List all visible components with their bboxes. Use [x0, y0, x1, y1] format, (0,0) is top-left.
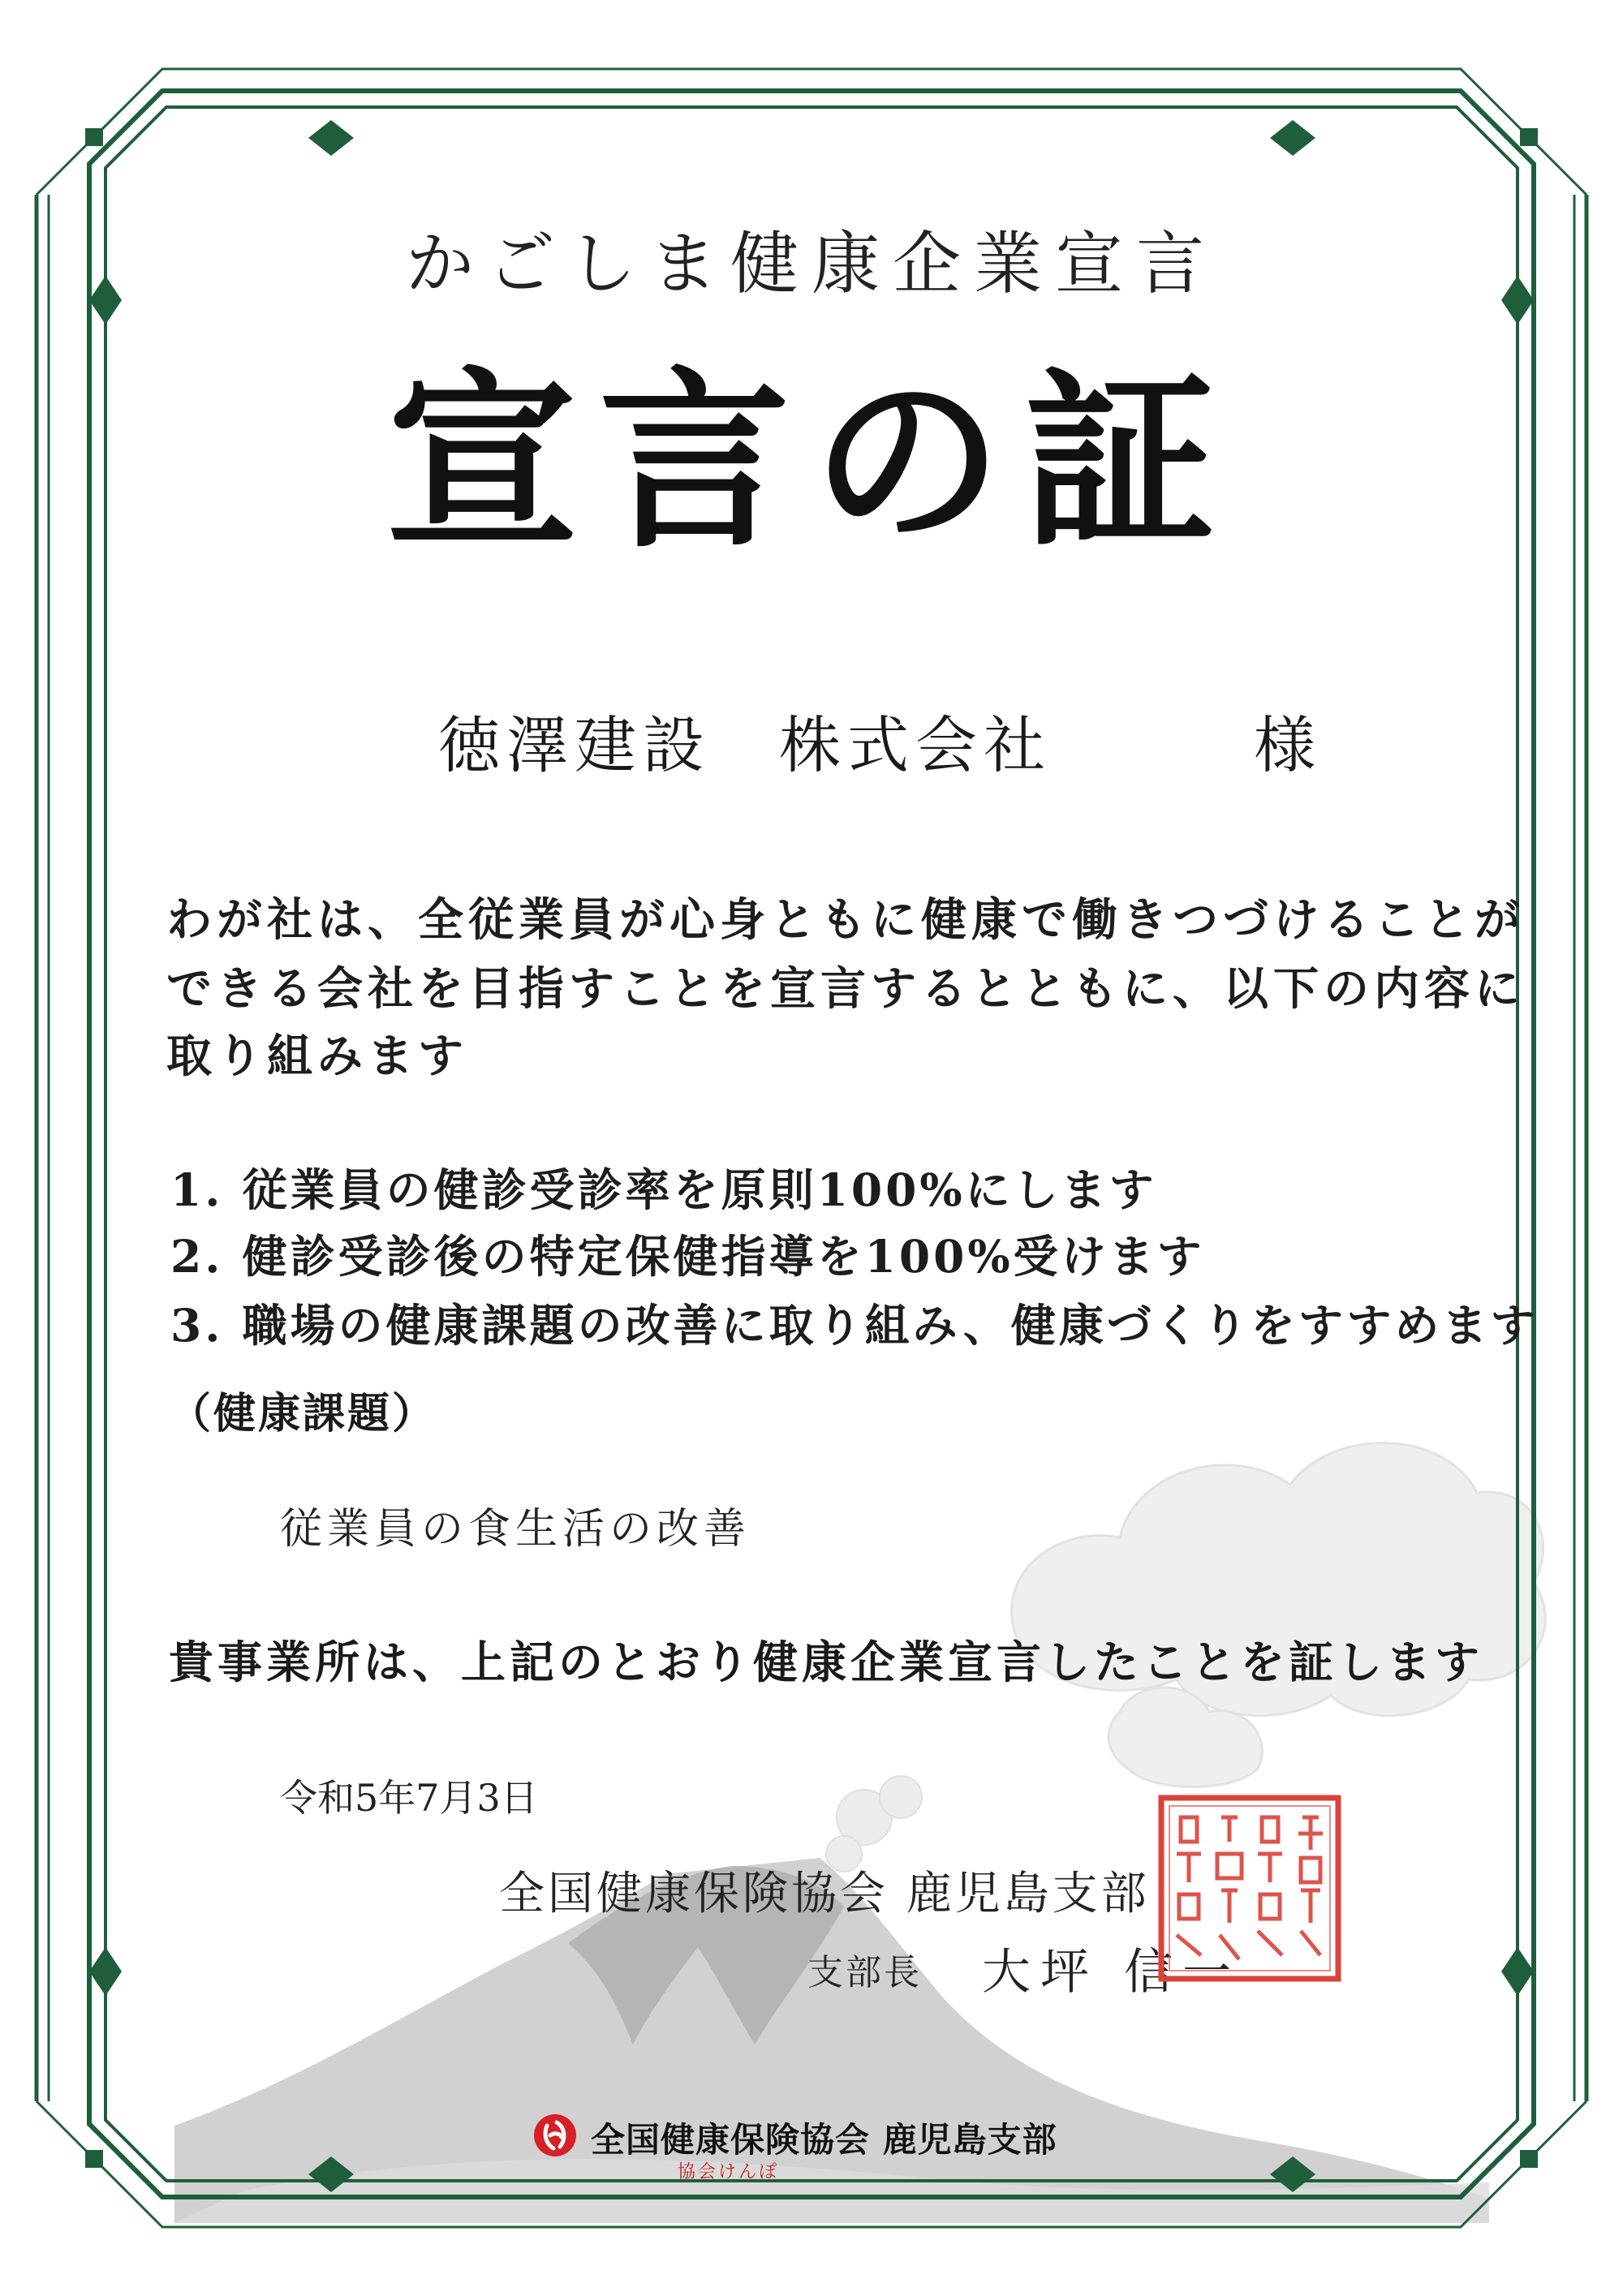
health-issue-text: 従業員の食生活の改善 — [280, 1505, 751, 1554]
intro-line: 取り組みます — [166, 1030, 468, 1083]
certification-statement: 貴事業所は、上記のとおり健康企業宣言したことを証します — [169, 1636, 1484, 1688]
intro-line: できる会社を目指すことを宣言するとともに、以下の内容に — [166, 962, 1525, 1016]
intro-line: わが社は、全従業員が心身ともに健康で働きつづけることが — [166, 893, 1525, 947]
pledge-item: 2. 健診受診後の特定保健指導を100%受けます — [170, 1230, 1205, 1283]
issuer-name: 大坪 信一 — [982, 1944, 1242, 2001]
certificate-subtitle: かごしま健康企業宣言 — [405, 224, 1217, 303]
issue-date: 令和5年7月3日 — [280, 1776, 538, 1820]
kyokai-kenpo-logo-icon — [532, 2113, 578, 2158]
footer-tagline: 協会けんぽ — [678, 2162, 780, 2182]
certificate-title: 宣言の証 — [385, 348, 1237, 574]
official-seal-stamp — [1156, 1793, 1343, 1984]
pledge-item: 1. 従業員の健診受診率を原則100%にします — [170, 1163, 1157, 1216]
issuer-role: 支部長 — [807, 1952, 922, 1993]
issuer-organization: 全国健康保険協会 鹿児島支部 — [499, 1868, 1150, 1920]
health-issue-heading: （健康課題） — [169, 1389, 437, 1438]
pledge-item: 3. 職場の健康課題の改善に取り組み、健康づくりをすすめます — [170, 1299, 1539, 1352]
recipient-honorific: 様 — [1254, 709, 1315, 781]
recipient-name: 徳澤建設 株式会社 — [438, 709, 1052, 781]
footer-organization: 全国健康保険協会 鹿児島支部 — [591, 2120, 1057, 2160]
